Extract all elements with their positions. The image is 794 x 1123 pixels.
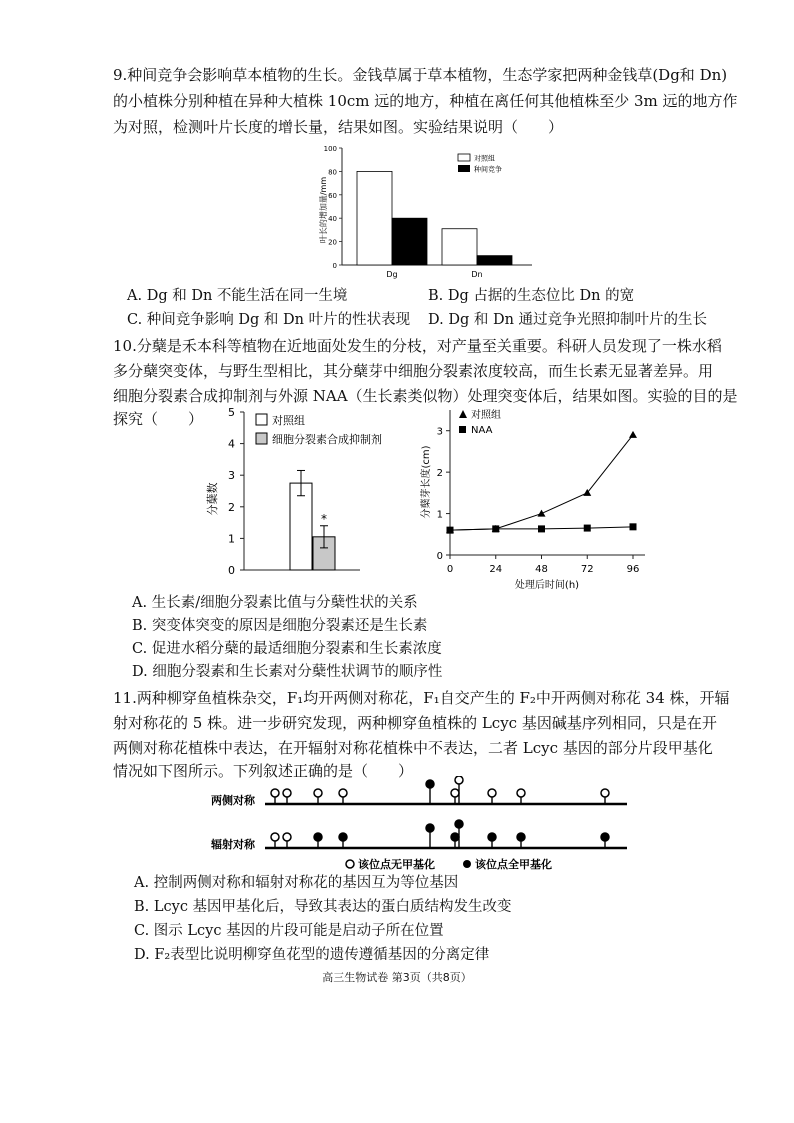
- row-label-radial: 辐射对称: [211, 838, 255, 851]
- methylation-site-radial-open-icon: [271, 833, 279, 841]
- methylation-site-radial-filled-icon: [426, 824, 434, 832]
- q10-line-x-tick-label: 24: [489, 564, 503, 575]
- q10-legend-marker-naa: [459, 426, 466, 433]
- methylation-site-radial-filled-icon: [314, 833, 322, 841]
- q10-legend-swatch-inhibitor: [256, 433, 267, 444]
- q9-y-tick-label: 0: [332, 262, 337, 270]
- q9-legend-swatch-control: [458, 154, 470, 161]
- q9-stem-line-3: 为对照，检测叶片长度的增长量，结果如图。实验结果说明（ ）: [113, 118, 564, 136]
- q10-legend-marker-control: [459, 410, 467, 418]
- q9-option-a: A. Dg 和 Dn 不能生活在同一生境: [127, 288, 348, 304]
- methylation-site-bilateral-open-icon: [314, 789, 322, 797]
- q9-category-label: Dn: [471, 270, 483, 279]
- row-label-bilateral: 两侧对称: [211, 794, 255, 807]
- methylation-site-radial-filled-icon: [517, 833, 525, 841]
- methylation-site-bilateral-open-icon: [451, 789, 459, 797]
- q10-bar-y-tick-label: 5: [228, 406, 235, 419]
- q11-stem-line-3: 两侧对称花植株中表达，在开辐射对称花植株中不表达，二者 Lcyc 基因的部分片段甲基化: [113, 739, 713, 757]
- q10-legend-label-control: 对照组: [471, 410, 501, 421]
- q9-y-tick-label: 20: [328, 238, 337, 247]
- q9-legend-label-competition: 种间竞争: [474, 165, 502, 174]
- q9-legend-label-control: 对照组: [474, 154, 495, 163]
- q10-point-naa: [447, 527, 454, 534]
- q10-option-b: B. 突变体突变的原因是细胞分裂素还是生长素: [132, 618, 428, 634]
- q11-stem-line-4: 情况如下图所示。下列叙述正确的是（ ）: [113, 762, 414, 780]
- q10-line-y-tick-label: 1: [436, 509, 443, 521]
- q10-line-x-tick-label: 48: [535, 564, 548, 575]
- q9-y-tick-label: 60: [328, 191, 337, 200]
- methylation-site-radial-filled-icon: [451, 833, 459, 841]
- q10-line-y-axis-label: 分蘖芽长度(cm): [421, 445, 432, 519]
- q10-legend-label-naa: NAA: [471, 425, 493, 436]
- methylation-site-radial-filled-icon: [339, 833, 347, 841]
- q10-option-a: A. 生长素/细胞分裂素比值与分蘖性状的关系: [132, 595, 418, 611]
- q10-option-c: C. 促进水稻分蘖的最适细胞分裂素和生长素浓度: [132, 641, 442, 657]
- methylation-site-bilateral-open-icon: [455, 776, 463, 784]
- legend-open-label: 该位点无甲基化: [358, 858, 435, 871]
- q10-legend-label-inhibitor: 细胞分裂素合成抑制剂: [272, 433, 382, 446]
- q10-point-naa: [630, 523, 637, 530]
- q10-legend-label-control: 对照组: [272, 414, 305, 427]
- q10-line-x-axis-label: 处理后时间(h): [514, 580, 580, 591]
- q10-bud-length-chart: [415, 402, 655, 592]
- q9-stem-line-2: 的小植株分别种植在异种大植株 10cm 远的地方，种植在离任何其他植株至少 3m 远的地方作: [113, 92, 738, 110]
- q10-stem-line-2: 多分蘖突变体，与野生型相比，其分蘖芽中细胞分裂素浓度较高，而生长素无显著差异。用: [113, 362, 714, 380]
- legend-open-circle-icon: [346, 860, 354, 868]
- q10-line-y-tick-label: 0: [436, 551, 443, 562]
- q10-stem-line-1: 10.分蘖是禾本科等植物在近地面处发生的分枝，对产量至关重要。科研人员发现了一株水稻: [113, 337, 722, 355]
- q9-option-c: C. 种间竞争影响 Dg 和 Dn 叶片的性状表现: [127, 312, 411, 328]
- q9-y-axis-label: 叶长的增加量/mm: [319, 176, 328, 244]
- methylation-site-bilateral-open-icon: [283, 789, 291, 797]
- q10-option-d: D. 细胞分裂素和生长素对分蘖性状调节的顺序性: [132, 664, 443, 680]
- q9-y-tick-label: 40: [328, 215, 337, 224]
- q10-bar-y-axis-label: 分蘖数: [206, 482, 219, 516]
- q10-line-y-tick-label: 3: [436, 426, 443, 438]
- q9-option-d: D. Dg 和 Dn 通过竞争光照抑制叶片的生长: [428, 312, 708, 328]
- q10-point-control: [538, 510, 546, 517]
- q11-methylation-diagram: [205, 776, 635, 876]
- q10-tiller-count-chart: [200, 404, 400, 584]
- q9-leaf-length-chart: [312, 140, 542, 285]
- methylation-site-radial-open-icon: [283, 833, 291, 841]
- q9-option-b: B. Dg 占据的生态位比 Dn 的宽: [428, 288, 635, 304]
- q10-point-naa: [538, 525, 545, 532]
- legend-filled-circle-icon: [463, 860, 471, 868]
- q10-bar-y-tick-label: 0: [228, 564, 235, 577]
- q10-point-control: [629, 431, 637, 438]
- legend-filled-label: 该位点全甲基化: [475, 858, 552, 871]
- q11-stem-line-2: 射对称花的 5 株。进一步研究发现，两种柳穿鱼植株的 Lcyc 基因碱基序列相同，只是在开: [113, 714, 717, 732]
- q10-line-y-tick-label: 2: [436, 468, 443, 480]
- q10-legend-swatch-control: [256, 414, 267, 425]
- q11-option-b: B. Lcyc 基因甲基化后，导致其表达的蛋白质结构发生改变: [134, 899, 512, 915]
- q9-bar-Dn-competition: [477, 256, 512, 265]
- q9-y-tick-label: 100: [323, 145, 337, 153]
- q10-point-naa: [584, 525, 591, 532]
- q10-significance-star: *: [321, 511, 327, 526]
- q11-stem-line-1: 11.两种柳穿鱼植株杂交，F₁均开两侧对称花，F₁自交产生的 F₂中开两侧对称花 34 株，开辐: [113, 689, 730, 707]
- methylation-site-bilateral-open-icon: [339, 789, 347, 797]
- q10-stem-line-3: 细胞分裂素合成抑制剂与外源 NAA（生长素类似物）处理突变体后，结果如图。实验的目的是: [113, 387, 738, 405]
- q9-y-tick-label: 80: [328, 168, 337, 177]
- q10-stem-line-4: 探究（ ）: [113, 410, 204, 428]
- page-footer: 高三生物试卷 第3页（共8页）: [322, 971, 472, 984]
- methylation-site-radial-filled-icon: [455, 820, 463, 828]
- q11-option-c: C. 图示 Lcyc 基因的片段可能是启动子所在位置: [134, 923, 444, 939]
- q11-option-d: D. F₂表型比说明柳穿鱼花型的遗传遵循基因的分离定律: [134, 947, 490, 963]
- methylation-site-bilateral-filled-icon: [426, 780, 434, 788]
- methylation-site-radial-filled-icon: [488, 833, 496, 841]
- q9-legend-swatch-competition: [458, 165, 470, 172]
- q9-bar-Dn-control: [442, 229, 477, 265]
- methylation-site-radial-filled-icon: [601, 833, 609, 841]
- methylation-site-bilateral-open-icon: [271, 789, 279, 797]
- q11-option-a: A. 控制两侧对称和辐射对称花的基因互为等位基因: [134, 875, 459, 891]
- q10-bar-y-tick-label: 2: [228, 500, 235, 514]
- q10-line-x-tick-label: 0: [446, 564, 454, 575]
- q9-bar-Dg-competition: [392, 218, 427, 265]
- q9-stem-line-1: 9.种间竞争会影响草本植物的生长。金钱草属于草本植物，生态学家把两种金钱草(Dg和 Dn): [113, 66, 728, 84]
- q10-bar-y-tick-label: 3: [228, 469, 235, 483]
- q10-line-x-tick-label: 72: [580, 564, 594, 575]
- q10-bar-y-tick-label: 4: [228, 437, 235, 451]
- q9-bar-Dg-control: [357, 171, 392, 265]
- q10-bar-y-tick-label: 1: [228, 532, 235, 546]
- methylation-site-bilateral-open-icon: [488, 789, 496, 797]
- q9-category-label: Dg: [386, 270, 398, 279]
- methylation-site-bilateral-open-icon: [517, 789, 525, 797]
- q10-line-x-tick-label: 96: [626, 564, 640, 575]
- methylation-site-bilateral-open-icon: [601, 789, 609, 797]
- q10-point-naa: [492, 525, 499, 532]
